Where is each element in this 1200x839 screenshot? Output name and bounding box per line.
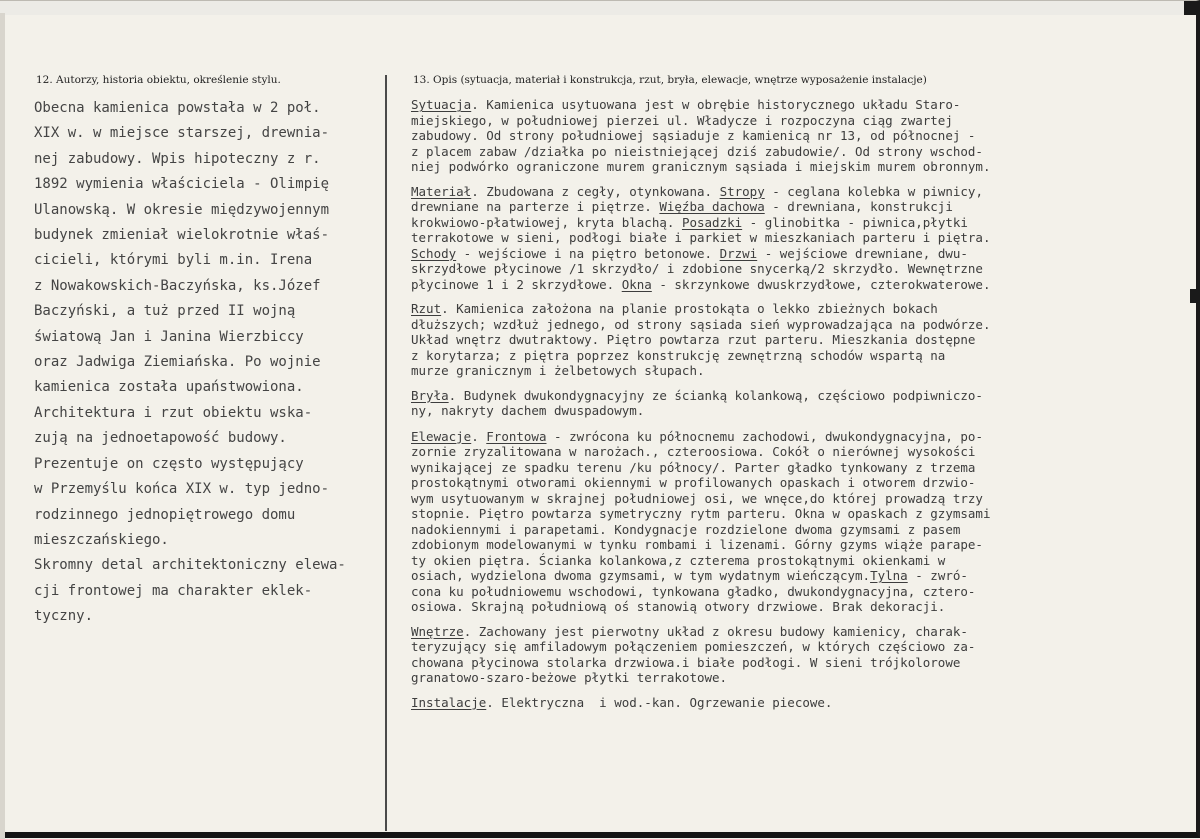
heading-rzut: Rzut <box>411 301 442 316</box>
history-line: Architektura i rzut obiektu wska- <box>34 404 313 421</box>
history-line: Prezentuje on często występujący <box>34 455 304 472</box>
term-wiezba: Więźba dachowa <box>659 199 765 214</box>
text-line: - zwró- <box>907 568 968 583</box>
text-line: - wejściowe drewniane, dwu- <box>757 245 968 261</box>
term-posadzki: Posadzki <box>681 214 743 230</box>
text-line: płycinowe 1 i 2 skrzydłowe. <box>411 276 622 292</box>
section-12-header: 12. Autorzy, historia obiektu, określenie stylu. <box>36 74 281 86</box>
term-drzwi: Drzwi <box>719 245 758 261</box>
term-frontowa: Frontowa <box>486 428 547 444</box>
text-line: - wejściowe i na piętro betonowe. <box>456 245 720 261</box>
term-stropy: Stropy <box>719 183 765 199</box>
history-line: Baczyński, a tuż przed II wojną <box>34 303 296 320</box>
text-line: osiowa. Skrajną południową oś stanowią otwory drzwiowe. Brak dekoracji. <box>411 599 946 614</box>
text-line: nadokiennymi i parapetami. Kondygnacje rozdzielone dwoma gzymsami z pasem <box>411 521 961 537</box>
text-line: . Zbudowana z cegły, otynkowana. <box>471 183 720 199</box>
text-line: stopnie. Piętro powtarza symetryczny rytm parteru. Okna w opaskach z gzymsami <box>411 506 991 521</box>
paragraph-rzut <box>411 301 1191 379</box>
paragraph-elewacje <box>411 429 1191 615</box>
text-line: z placem zabaw /działka po nieistniejącej dziś zabudowie/. Od strony wschod- <box>411 143 983 159</box>
paragraph-instalacje <box>411 695 1191 711</box>
text-line: - drewniana, konstrukcji <box>764 199 953 214</box>
text-line: dłuższych; wzdłuż jednego, od strony sąsiada sień wyprowadzająca na podwórze. <box>411 316 991 332</box>
text-line: . <box>471 428 487 444</box>
text-line: - zwrócona ku północnemu zachodowi, dwukondygnacyjna, po- <box>546 428 983 444</box>
text-line: prostokątnymi otworami okiennymi w profilowanych opaskach i otworem drzwio- <box>411 475 976 490</box>
text-line: . Zachowany jest pierwotny układ z okresu budowy kamienicy, charak- <box>463 623 968 639</box>
text-line: zornie zryzalitowana w narożach., czteroosiowa. Cokół o nierównej wysokości <box>411 444 976 459</box>
paragraph-material <box>411 184 1191 293</box>
text-line: . Kamienica usytuowana jest w obrębie historycznego układu Staro- <box>471 97 961 112</box>
text-line: drewniane na parterze i piętrze. <box>411 199 660 214</box>
text-line: krokwiowo-płatwiowej, kryta blachą. <box>411 214 682 230</box>
paragraph-bryla <box>411 388 1191 419</box>
text-line: cona ku południowemu wschodowi, tynkowana gładko, dwukondygnacyjna, cztero- <box>411 583 976 599</box>
history-line: rodzinnego jednopiętrowego domu <box>34 506 296 523</box>
text-line: . Budynek dwukondygnacyjny ze ścianką kolankową, częściowo podpiwniczo- <box>448 387 983 403</box>
term-tylna: Tylna <box>870 568 908 583</box>
history-text <box>34 96 384 630</box>
text-line: Układ wnętrz dwutraktowy. Piętro powtarza rzut parteru. Mieszkania dostępne <box>411 332 976 347</box>
paragraph-wnetrze <box>411 624 1191 686</box>
history-line: kamienica została upaństwowiona. <box>34 379 304 396</box>
history-line: Ulanowską. W okresie międzywojennym <box>34 201 330 218</box>
description-text <box>411 97 1191 718</box>
history-line: z Nowakowskich-Baczyńska, ks.Józef <box>34 277 321 294</box>
text-line: - glinobitka - piwnica,płytki <box>742 214 968 230</box>
text-line: niej podwórko ograniczone murem granicznym sąsiada i miejskim murem obronnym. <box>411 159 991 174</box>
history-line: budynek zmieniał wielokrotnie właś- <box>34 227 330 244</box>
history-line: cji frontowej ma charakter eklek- <box>34 582 313 599</box>
text-line: wynikającej ze spadku terenu /ku północy/. Parter gładko tynkowany z trzema <box>411 459 976 475</box>
history-line: nej zabudowy. Wpis hipoteczny z r. <box>34 150 321 167</box>
text-line: . Elektryczna i wod.-kan. Ogrzewanie piecowe. <box>486 694 833 710</box>
text-line: chowana płycinowa stolarka drzwiowa.i białe podłogi. W sieni trójkolorowe <box>411 654 961 670</box>
text-line: miejskiego, w południowej pierzei ul. Władycze i rozpoczyna ciąg zwartej <box>411 112 953 128</box>
history-line: 1892 wymienia właściciela - Olimpię <box>34 176 330 193</box>
history-line: mieszczańskiego. <box>34 531 169 548</box>
text-line: . Kamienica założona na planie prostokąta o lekko zbieżnych bokach <box>441 301 938 316</box>
history-line: światową Jan i Janina Wierzbiccy <box>34 328 304 345</box>
text-line: terrakotowe w sieni, podłogi białe i parkiet w mieszkaniach parteru i piętra. <box>411 230 991 245</box>
text-line: ny, nakryty dachem dwuspadowym. <box>411 403 645 418</box>
section-13-header: 13. Opis (sytuacja, materiał i konstrukcja, rzut, bryła, elewacje, wnętrze wyposażenie instalacje) <box>413 74 927 86</box>
text-line: z korytarza; z piętra poprzez konstrukcję zewnętrzną schodów wspartą na <box>411 347 946 363</box>
text-line: zdobionym modelowanymi w tynku rombami i lizenami. Górny gzyms wiąże parape- <box>411 537 983 552</box>
column-divider <box>385 75 387 831</box>
history-line: zują na jednoetapowość budowy. <box>34 430 287 447</box>
corner-mark <box>1184 1 1196 15</box>
term-okna: Okna <box>621 276 652 292</box>
heading-bryla: Bryła <box>411 387 449 403</box>
text-line: zabudowy. Od strony południowej sąsiaduje z kamienicą nr 13, od północnej - <box>411 128 976 143</box>
history-line: Skromny detal architektoniczny elewa- <box>34 557 346 574</box>
text-line: - ceglana kolebka w piwnicy, <box>764 183 983 199</box>
text-line: skrzydłowe płycinowe /1 skrzydło/ i zdobione snycerką/2 skrzydło. Wewnętrzne <box>411 261 983 276</box>
top-edge <box>0 1 1196 15</box>
text-line: - skrzynkowe dwuskrzydłowe, czterokwaterowe. <box>651 276 991 292</box>
text-line: teryzujący się amfiladowym połączeniem pomieszczeń, w których częściowo za- <box>411 639 976 654</box>
heading-wnetrze: Wnętrze <box>411 623 464 639</box>
history-line: tyczny. <box>34 608 94 625</box>
paragraph-sytuacja <box>411 97 1191 175</box>
left-edge <box>0 13 5 839</box>
heading-material: Materiał <box>411 183 472 199</box>
history-line: XIX w. w miejsce starszej, drewnia- <box>34 125 330 142</box>
history-line: w Przemyślu końca XIX w. typ jedno- <box>34 481 330 498</box>
text-line: murze granicznym i żelbetowych słupach. <box>411 363 705 378</box>
history-line: cicieli, którymi byli m.in. Irena <box>34 252 313 269</box>
heading-elewacje: Elewacje <box>411 428 472 444</box>
heading-sytuacja: Sytuacja <box>411 97 472 112</box>
text-line: osiach, wydzielona dwoma gzymsami, w tym wydatnym wieńczącym. <box>411 568 871 583</box>
term-schody: Schody <box>411 245 457 261</box>
text-line: granatowo-szaro-beżowe płytki terrakotowe. <box>411 670 728 685</box>
text-line: ty okien piętra. Ścianka kolankowa,z czterema prostokątnymi okienkami w <box>411 552 946 568</box>
history-line: Obecna kamienica powstała w 2 poł. <box>34 100 321 116</box>
history-line: oraz Jadwiga Ziemiańska. Po wojnie <box>34 354 321 371</box>
heading-instalacje: Instalacje <box>411 694 487 710</box>
text-line: wym usytuowanym w skrajnej południowej osi, we wnęce,do której prowadzą trzy <box>411 490 983 506</box>
